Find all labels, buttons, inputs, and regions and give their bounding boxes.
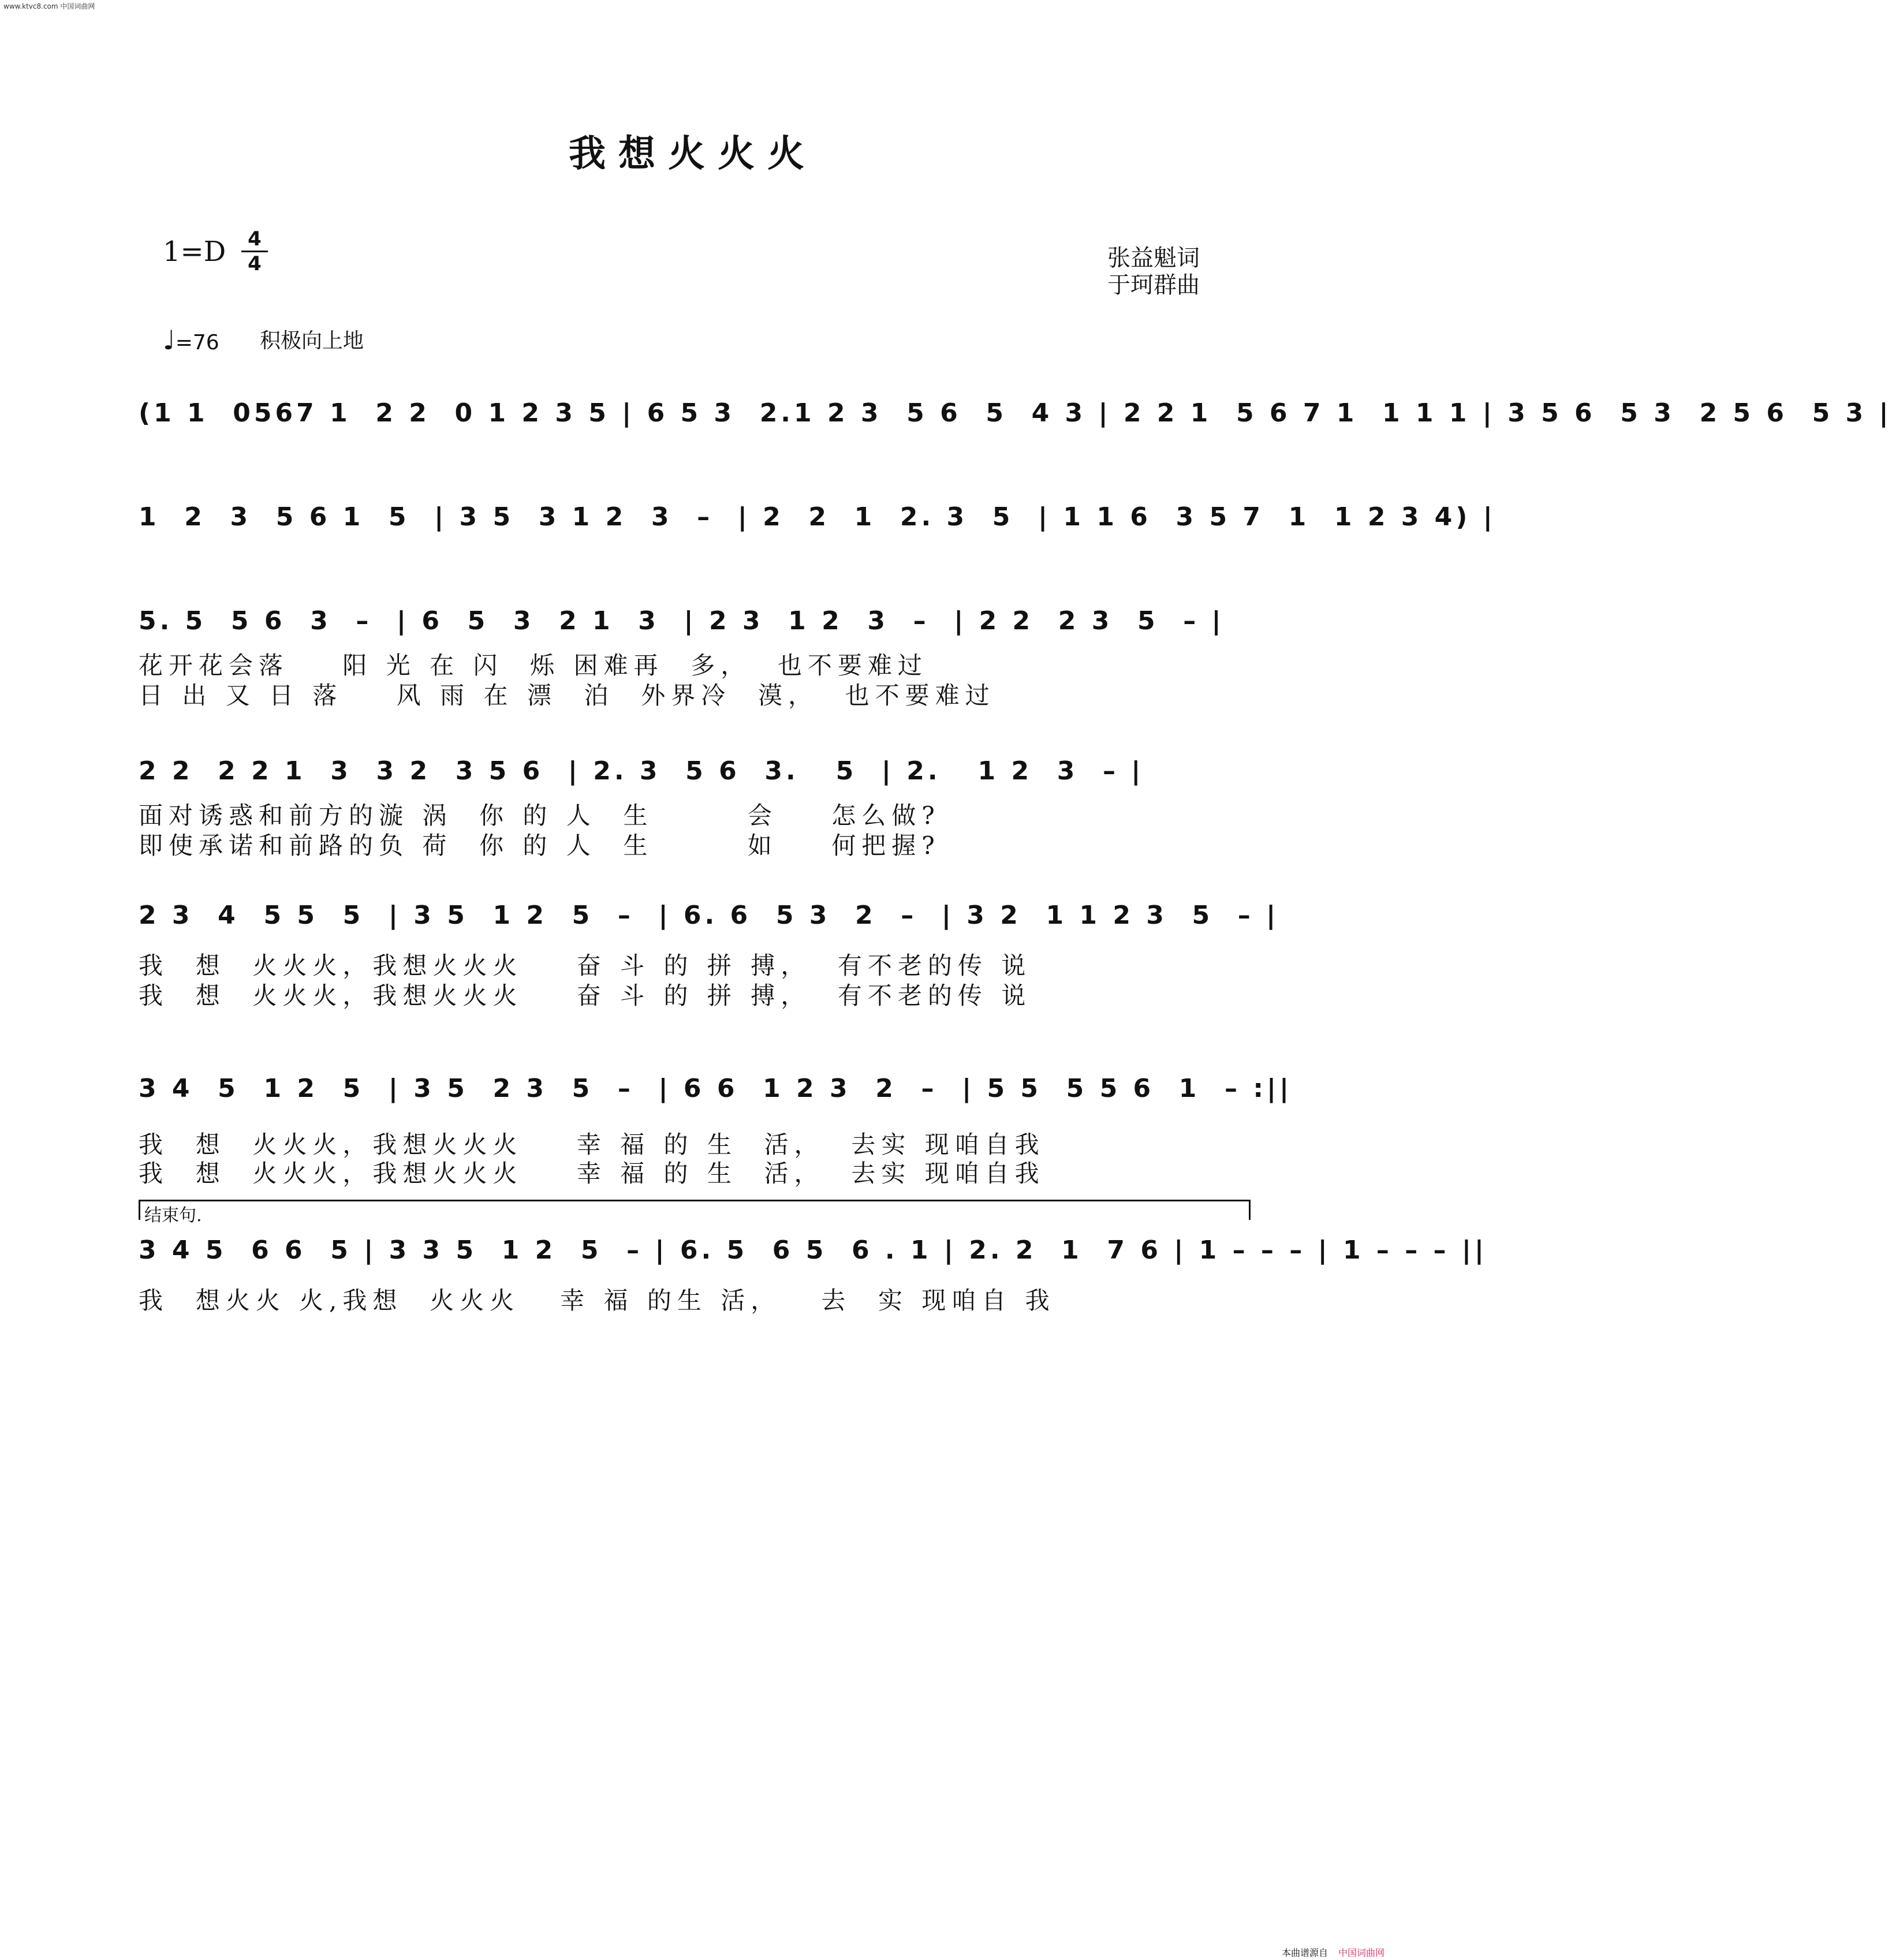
page-title: 我想火火火 bbox=[569, 132, 817, 176]
score-line-5-notes: 2 3 4 5 5 5 | 3 5 1 2 5 – | 6. 6 5 3 2 – | 3 2 1 1 2 3 5 – | bbox=[139, 901, 1279, 930]
score-line-1-notes: (1 1 0567 1 2 2 0 1 2 3 5 | 6 5 3 2.1 2 3 5 6 5 4 3 | 2 2 1 5 6 7 1 1 1 1 | 3 5 6 5 3 2 5 6 5 3 | bbox=[139, 398, 1892, 428]
score-line-4-lyric-verse-2: 即使承诺和前路的负 荷 你 的 人 生 如 何把握? bbox=[139, 831, 941, 860]
ending-bracket bbox=[139, 1200, 1251, 1220]
quarter-note-icon: ♩ bbox=[163, 324, 176, 356]
footer-brand: 中国词曲网 bbox=[1338, 1947, 1385, 1958]
time-signature-top: 4 bbox=[248, 227, 262, 251]
score-line-4-notes: 2 2 2 2 1 3 3 2 3 5 6 | 2. 3 5 6 3. 5 | 2. 1 2 3 – | bbox=[139, 756, 1144, 786]
score-line-5-lyric-verse-2: 我 想 火火火，我想火火火 奋 斗 的 拼 搏， 有不老的传 说 bbox=[139, 981, 1032, 1010]
tempo-marking bbox=[163, 324, 219, 356]
time-signature-bottom: 4 bbox=[248, 252, 262, 275]
expression-marking: 积极向上地 bbox=[260, 329, 364, 353]
tempo-value: =76 bbox=[175, 331, 219, 354]
lyricist-credit: 张益魁词 bbox=[1107, 245, 1200, 271]
score-line-7-lyric: 我 想火火 火,我想 火火火 幸 福 的生 活， 去 实 现咱自 我 bbox=[139, 1286, 1055, 1315]
score-line-3-notes: 5. 5 5 6 3 – | 6 5 3 2 1 3 | 2 3 1 2 3 – | 2 2 2 3 5 – | bbox=[139, 606, 1225, 636]
key-signature: 1=D bbox=[163, 236, 226, 268]
score-line-3-lyric-verse-2: 日 出 又 日 落 风 雨 在 漂 泊 外界冷 漠， 也不要难过 bbox=[139, 681, 995, 710]
time-signature bbox=[241, 229, 268, 274]
score-line-3-lyric-verse-1: 花开花会落 阳 光 在 闪 烁 困难再 多， 也不要难过 bbox=[139, 651, 928, 680]
footer-source-note: 本曲谱源自 bbox=[1282, 1947, 1328, 1958]
score-line-2-notes: 1 2 3 5 6 1 5 | 3 5 3 1 2 3 – | 2 2 1 2. 3 5 | 1 1 6 3 5 7 1 1 2 3 4) | bbox=[139, 502, 1496, 532]
score-line-6-notes: 3 4 5 1 2 5 | 3 5 2 3 5 – | 6 6 1 2 3 2 – | 5 5 5 5 6 1 – :|| bbox=[139, 1074, 1293, 1103]
score-line-5-lyric-verse-1: 我 想 火火火，我想火火火 奋 斗 的 拼 搏， 有不老的传 说 bbox=[139, 951, 1032, 980]
score-line-6-lyric-verse-2: 我 想 火火火，我想火火火 幸 福 的 生 活， 去实 现咱自我 bbox=[139, 1159, 1045, 1188]
ending-label: 结束句. bbox=[144, 1205, 202, 1226]
site-url: www.ktvc8.com 中国词曲网 bbox=[3, 2, 95, 10]
score-line-4-lyric-verse-1: 面对诱惑和前方的漩 涡 你 的 人 生 会 怎么做? bbox=[139, 801, 941, 830]
score-line-7-notes: 3 4 5 6 6 5 | 3 3 5 1 2 5 – | 6. 5 6 5 6 . 1 | 2. 2 1 7 6 | 1 – – – | 1 – – – || bbox=[139, 1235, 1487, 1265]
composer-credit: 于珂群曲 bbox=[1107, 272, 1200, 298]
score-line-6-lyric-verse-1: 我 想 火火火，我想火火火 幸 福 的 生 活， 去实 现咱自我 bbox=[139, 1130, 1045, 1159]
